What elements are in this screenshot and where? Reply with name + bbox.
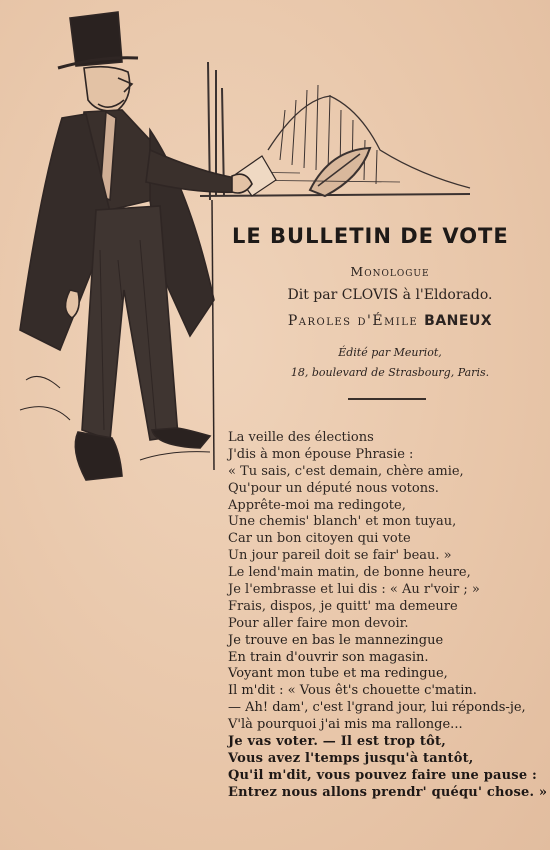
poem-line: « Tu sais, c'est demain, chère amie,	[228, 463, 464, 479]
poem-line: La veille des élections	[228, 430, 374, 445]
poem-line: En train d'ouvrir son magasin.	[228, 649, 429, 665]
publisher-name: Édité par Meuriot,	[338, 346, 442, 359]
poem-line: — Ah! dam', c'est l'grand jour, lui réponds-je,	[228, 700, 526, 716]
poem-line: Il m'dit : « Vous êt's chouette c'matin.	[228, 683, 477, 699]
poem-line: Apprête-moi ma redingote,	[228, 497, 406, 513]
poem-line: Qu'il m'dit, vous pouvez faire une pause :	[228, 767, 538, 783]
poem-line: Je vas voter. — Il est trop tôt,	[228, 734, 446, 750]
lyrics-prefix: Paroles d'Émile	[287, 313, 419, 329]
poem-line: Car un bon citoyen qui vote	[228, 531, 411, 547]
poem-text	[228, 430, 548, 802]
lyrics-credit	[280, 313, 500, 329]
poem-line: J'dis à mon épouse Phrasie :	[228, 446, 414, 462]
poem-line: Qu'pour un député nous votons.	[228, 480, 439, 496]
lyrics-author: BANEUX	[424, 313, 493, 329]
poem-line: Je l'embrasse et lui dis : « Au r'voir ; »	[228, 582, 480, 598]
poem-line: Je trouve en bas le mannezingue	[228, 632, 444, 648]
poem-line: Un jour pareil doit se fair' beau. »	[228, 548, 452, 564]
poem-line: Une chemis' blanch' et mon tuyau,	[228, 514, 457, 530]
genre-label: Monologue	[350, 264, 430, 279]
poem-line: Entrez nous allons prendr' quéqu' chose. »	[228, 784, 548, 800]
poem-line: Voyant mon tube et ma redingue,	[228, 666, 448, 682]
poem-line: Le lend'main matin, de bonne heure,	[228, 565, 471, 581]
poem-line: Pour aller faire mon devoir.	[228, 615, 409, 631]
divider-rule	[348, 398, 426, 400]
poem-line: Frais, dispos, je quitt' ma demeure	[228, 598, 458, 614]
performer-line: Dit par CLOVIS à l'Eldorado.	[287, 287, 493, 303]
page-title: LE BULLETIN DE VOTE	[232, 224, 509, 248]
poem-line: Vous avez l'temps jusqu'à tantôt,	[228, 750, 474, 766]
publisher-address: 18, boulevard de Strasbourg, Paris.	[290, 366, 490, 379]
poem-line: V'là pourquoi j'ai mis ma rallonge...	[228, 717, 463, 733]
